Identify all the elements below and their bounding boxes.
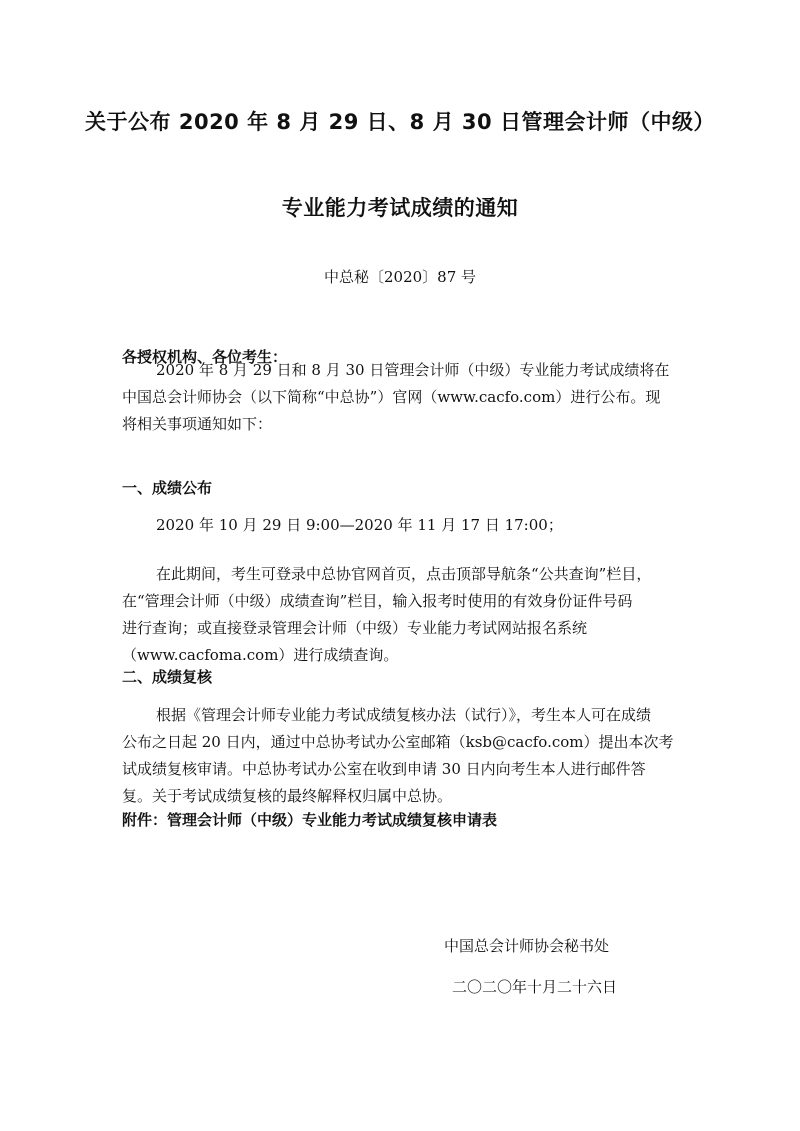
signature-date: 二〇二〇年十月二十六日 [452,978,618,996]
signature-organization: 中国总会计师协会秘书处 [444,937,610,955]
intro-line: 2020 年 8 月 29 日和 8 月 30 日管理会计师（中级）专业能力考试成绩将在 [156,361,670,379]
document-title-line-2: 专业能力考试成绩的通知 [281,196,519,220]
section-1-period [122,512,682,539]
detail-line: （www.cacfoma.com）进行成绩查询。 [122,646,399,664]
intro-paragraph [122,357,682,438]
publish-period: 2020 年 10 月 29 日 9:00—2020 年 11 月 17 日 17:00； [156,516,563,534]
section-1-detail [122,561,682,669]
section-2-body [122,702,682,810]
review-line: 复。关于考试成绩复核的最终解释权归属中总协。 [122,787,453,805]
document-title-line-1: 关于公布 2020 年 8 月 29 日、8 月 30 日管理会计师（中级） [85,110,715,134]
attachment-note: 附件：管理会计师（中级）专业能力考试成绩复核申请表 [122,811,498,829]
document-number: 中总秘〔2020〕87 号 [323,268,477,286]
section-1-heading: 一、成绩公布 [122,479,213,497]
salutation: 各授权机构、各位考生： [122,348,288,366]
detail-line: 在此期间，考生可登录中总协官网首页，点击顶部导航条“公共查询”栏目， [156,565,652,583]
intro-line: 中国总会计师协会（以下简称“中总协”）官网（www.cacfo.com）进行公布。现 [122,388,661,406]
review-line: 公布之日起 20 日内，通过中总协考试办公室邮箱（ksb@cacfo.com）提出本次考 [122,733,674,751]
section-2-heading: 二、成绩复核 [122,668,213,686]
detail-line: 在“管理会计师（中级）成绩查询”栏目，输入报考时使用的有效身份证件号码 [122,592,633,610]
intro-line: 将相关事项通知如下： [122,415,273,433]
review-line: 根据《管理会计师专业能力考试成绩复核办法（试行）》，考生本人可在成绩 [156,706,652,724]
review-line: 试成绩复核审请。中总协考试办公室在收到申请 30 日内向考生本人进行邮件答 [122,760,646,778]
detail-line: 进行查询；或直接登录管理会计师（中级）专业能力考试网站报名系统 [122,619,588,637]
